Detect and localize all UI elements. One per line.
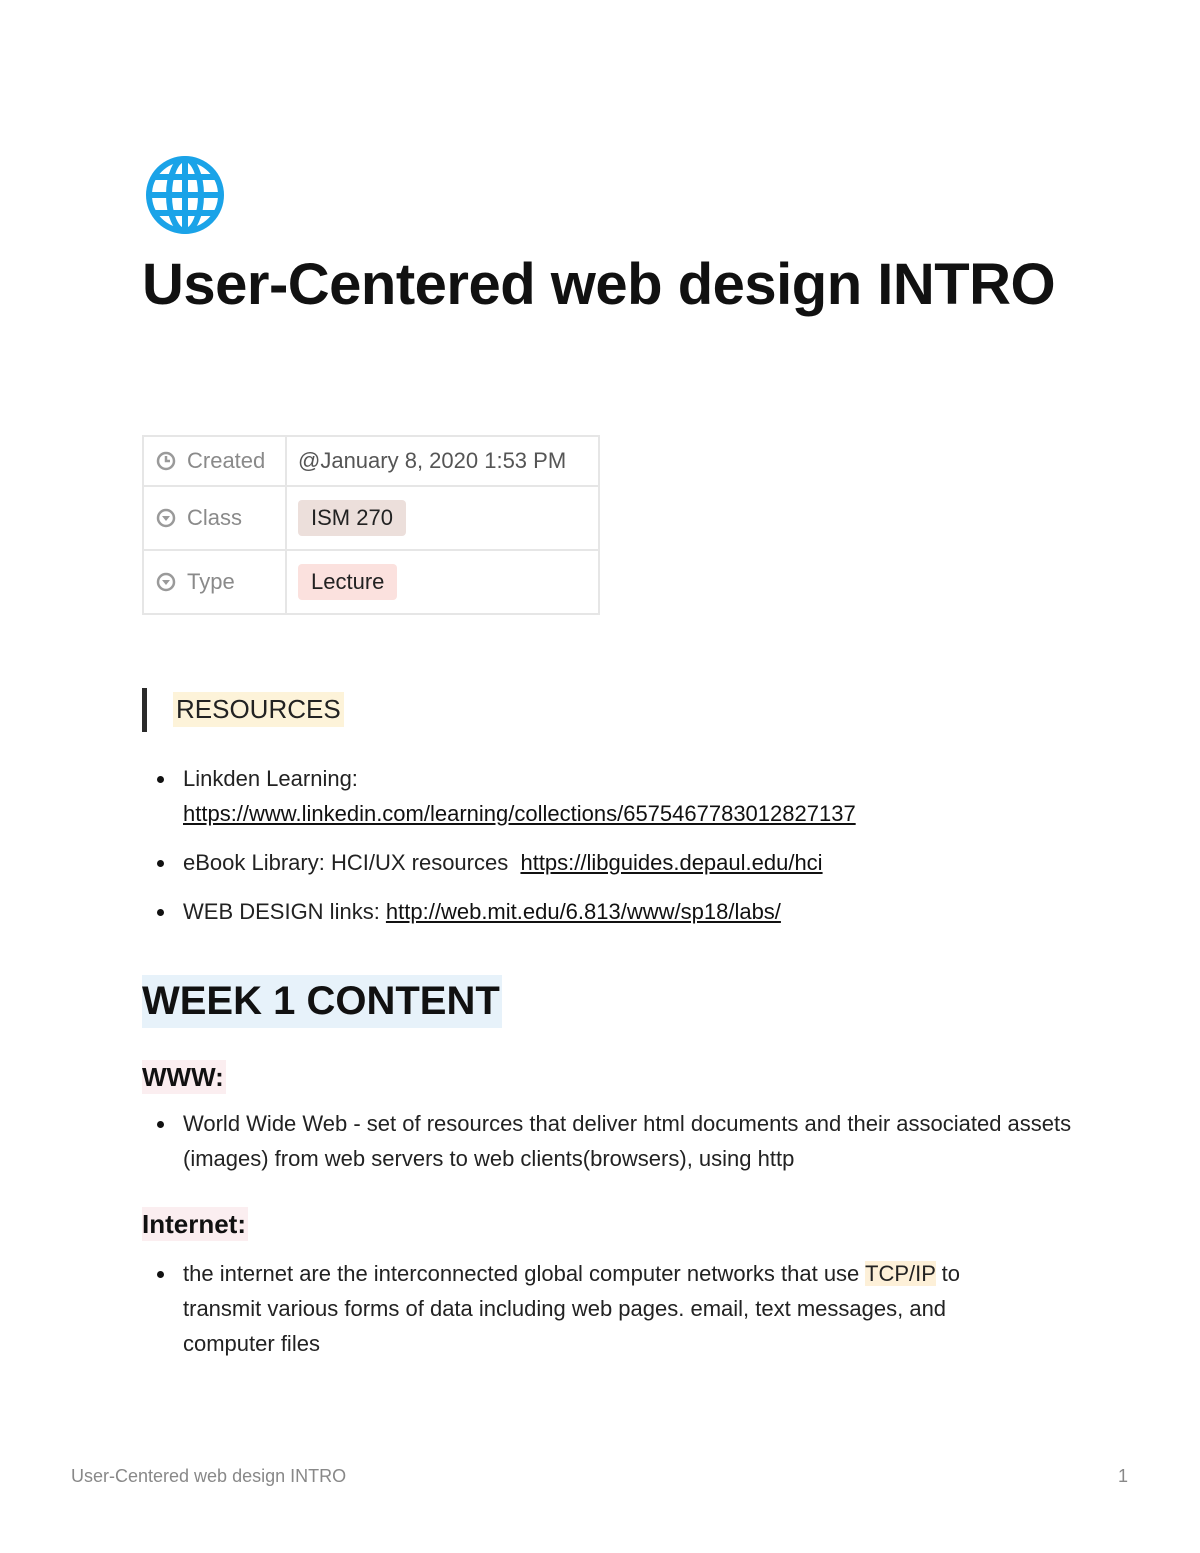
resources-heading: RESOURCES [173,692,344,727]
tcpip-highlight: TCP/IP [865,1261,936,1286]
www-heading: WWW: [142,1062,224,1092]
linkedin-learning-link[interactable]: https://www.linkedin.com/learning/collections/6575467783012827137 [183,801,856,826]
property-row-class [143,486,599,550]
list-item: the internet are the interconnected global computer networks that use TCP/IP to transmit various forms of data including web pages. email, text messages, and computer files [142,1256,1022,1361]
page-number: 1 [1118,1466,1129,1486]
properties-table [142,435,600,615]
ebook-library-link[interactable]: https://libguides.depaul.edu/hci [520,850,823,875]
www-list [142,1106,1072,1176]
resources-list [142,761,1102,929]
select-icon [156,572,176,592]
property-label: Class [187,505,243,530]
property-label: Created [187,448,266,473]
footer-title: User-Centered web design INTRO [71,1466,347,1486]
property-row-type [143,550,599,614]
week-heading: WEEK 1 CONTENT [142,975,502,1028]
type-tag[interactable]: Lecture [298,564,397,600]
list-item: eBook Library: HCI/UX resources https://libguides.depaul.edu/hci [142,845,1102,880]
quote-bar [142,688,147,732]
select-icon [156,508,176,528]
internet-list [142,1256,1022,1361]
web-design-link[interactable]: http://web.mit.edu/6.813/www/sp18/labs/ [385,899,781,924]
class-tag[interactable]: ISM 270 [298,500,406,536]
created-date[interactable]: @January 8, 2020 1:53 PM [298,448,567,473]
clock-icon [156,451,176,471]
list-item: World Wide Web - set of resources that deliver html documents and their associated assets (images) from web servers to web clients(browsers), using http [142,1106,1072,1176]
page-title: User-Centered web design INTRO [142,252,1056,317]
property-label: Type [187,569,235,594]
property-row-created [143,436,599,486]
internet-heading: Internet: [142,1209,246,1239]
globe-icon [144,154,226,236]
list-item: Linkden Learning: https://www.linkedin.com/learning/collections/6575467783012827137 [142,761,1102,831]
list-item: WEB DESIGN links: http://web.mit.edu/6.813/www/sp18/labs/ [142,894,1102,929]
